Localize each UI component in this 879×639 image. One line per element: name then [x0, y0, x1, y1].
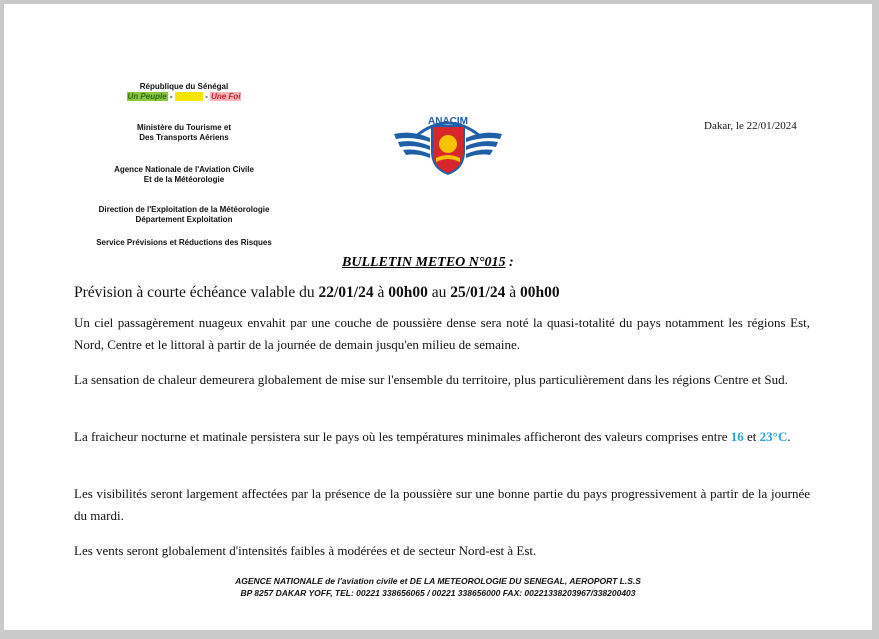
national-motto: Un Peuple - Un But - Une Foi [127, 92, 241, 101]
forecast-validity: Prévision à courte échéance valable du 22/01/24 à 00h00 au 25/01/24 à 00h00 [74, 284, 560, 301]
service-block: Service Prévisions et Réductions des Risques [96, 238, 272, 247]
republic-header [104, 82, 264, 102]
direction-block: Direction de l'Exploitation de la Météorologie Département Exploitation [98, 205, 270, 224]
anacim-logo [390, 108, 506, 178]
bulletin-title: BULLETIN METEO N°015 : [342, 255, 514, 270]
footer-contact: BP 8257 DAKAR YOFF, TEL: 00221 338656065 / 00221 338656000 FAX: 00221338203967/338200403 [240, 588, 636, 598]
bulletin-page [4, 4, 872, 630]
max-temperature: 23°C [759, 429, 788, 444]
paragraph-visibility: Les visibilités seront largement affectées par la présence de la poussière sur une bonne partie du pays progressivement à partir de la journée du mardi. [74, 486, 810, 523]
republic-name: République du Sénégal [139, 82, 229, 91]
agency-block: Agence Nationale de l'Aviation Civile Et de la Météorologie [114, 165, 254, 184]
paragraph-temperatures: La fraicheur nocturne et matinale persistera sur le pays où les températures minimales afficheront des valeurs comprises entre 16 et 23°C. [74, 429, 791, 444]
logo-text: ANACIM [428, 116, 468, 127]
paragraph-winds: Les vents seront globalement d'intensités faibles à modérées et de secteur Nord-est à Est. [74, 543, 537, 558]
ministry-block: Ministère du Tourisme et Des Transports Aériens [136, 123, 232, 142]
paragraph-sky: Un ciel passagèrement nuageux envahit par une couche de poussière dense sera noté la quasi-totalité du pays notamment les régions Est, Nord, Centre et le littoral à partir de la journée de demain jusqu'en milieu de semaine. [74, 315, 810, 352]
issue-date: Dakar, le 22/01/2024 [704, 120, 797, 132]
footer-agency: AGENCE NATIONALE de l'aviation civile et DE LA METEOROLOGIE DU SENEGAL, AEROPORT L.S.S [235, 576, 641, 586]
min-temperature: 16 [730, 429, 744, 444]
paragraph-heat: La sensation de chaleur demeurera globalement de mise sur l'ensemble du territoire, plus particulièrement dans les régions Centre et Sud. [74, 372, 788, 387]
